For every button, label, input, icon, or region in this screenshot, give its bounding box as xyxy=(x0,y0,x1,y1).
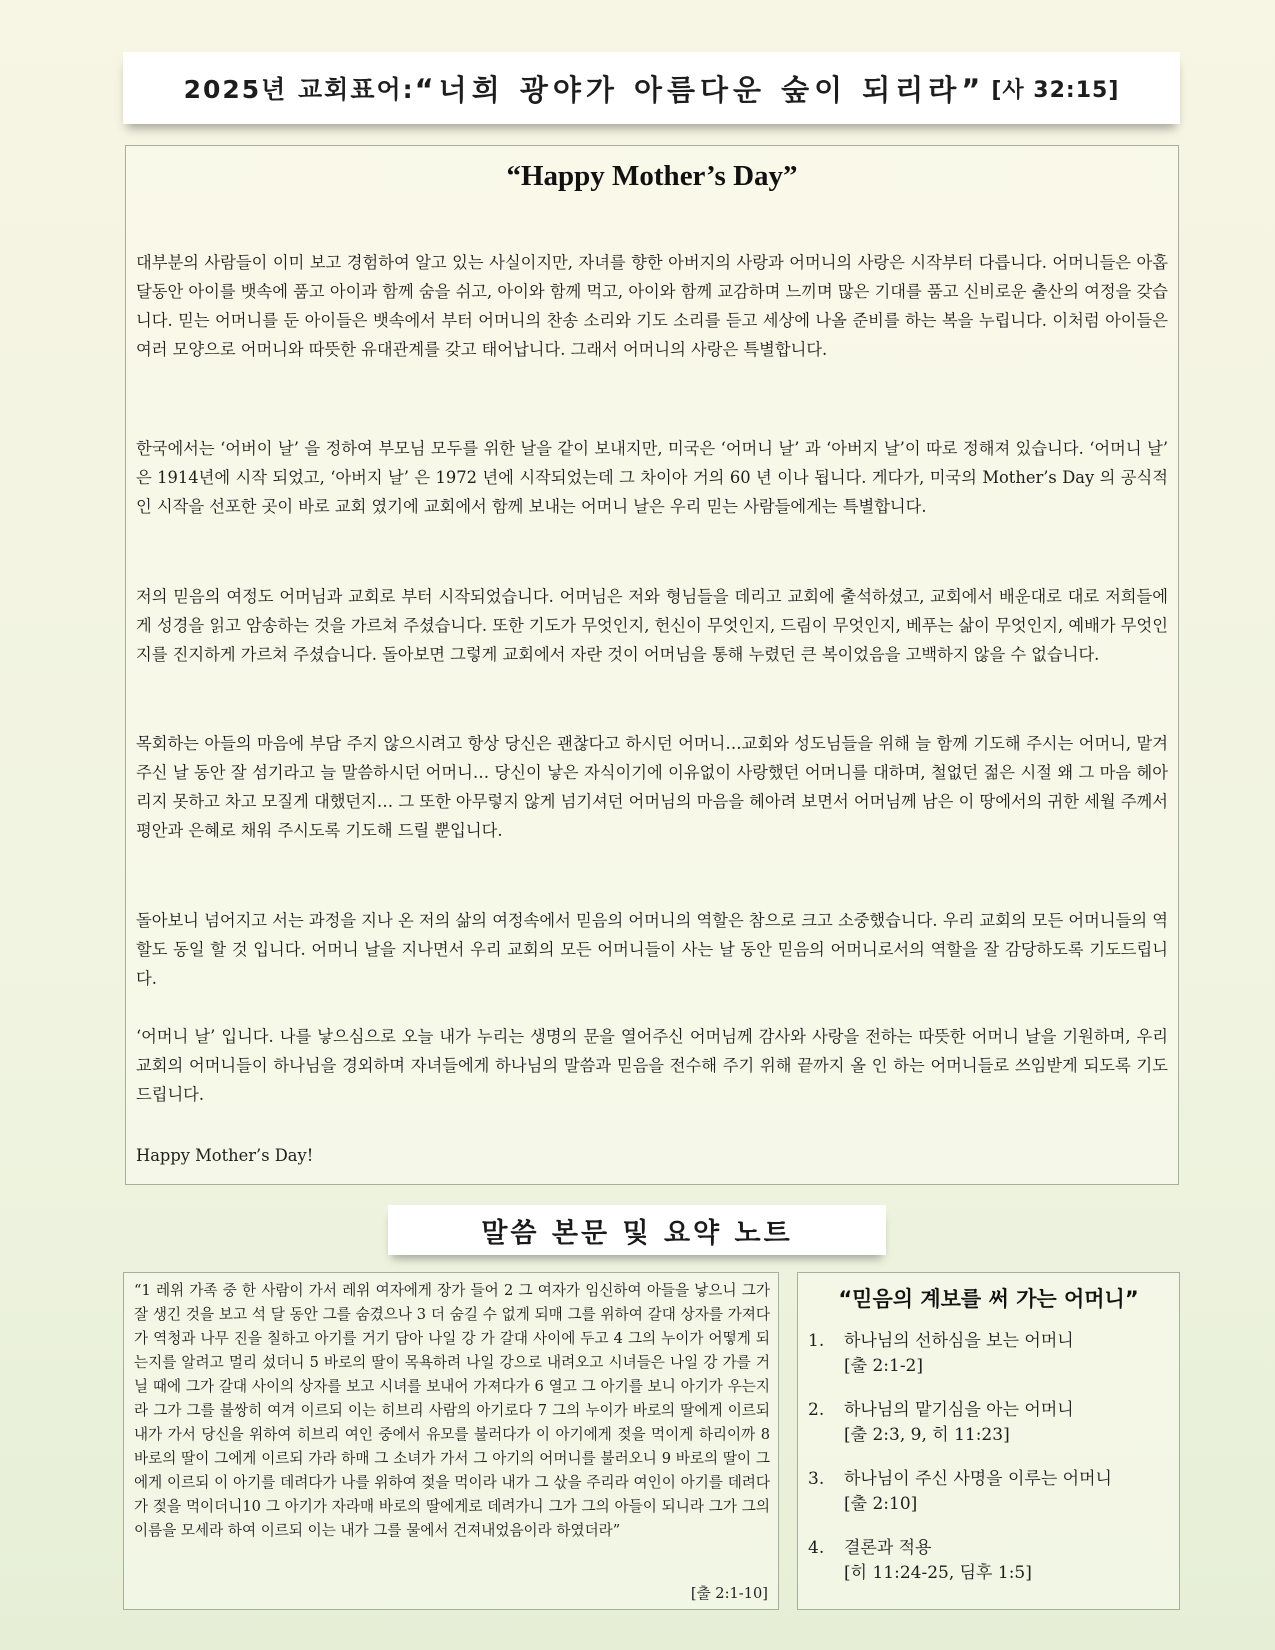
outline-number: 1. xyxy=(808,1331,825,1351)
outline-reference: [출 2:10] xyxy=(844,1494,918,1514)
outline-text: 하나님이 주신 사명을 이루는 어머니 xyxy=(844,1469,1112,1489)
outline-item xyxy=(808,1398,1168,1467)
outline-reference: [출 2:3, 9, 히 11:23] xyxy=(844,1425,1010,1445)
church-motto-banner xyxy=(123,52,1180,124)
outline-text: 하나님의 맡기심을 아는 어머니 xyxy=(844,1400,1074,1420)
article-paragraph: ‘어머니 날’ 입니다. 나를 낳으심으로 오늘 내가 누리는 생명의 문을 열어주신 어머님께 감사와 사랑을 전하는 따뜻한 어머니 날을 기원하며, 우리 교회의 어머니들이 하나님을 경외하며 자녀들에게 하나님의 말씀과 믿음을 전수해 주기 위해 끝까지 올 인 하는 어머니들로 쓰임받게 되도록 기도 드립니다. xyxy=(136,1027,1168,1104)
sermon-title: “믿음의 계보를 써 가는 어머니” xyxy=(838,1287,1139,1311)
motto-text: “너희 광야가 아름다운 숲이 되리라” xyxy=(414,72,986,107)
article-paragraph: 저의 믿음의 여정도 어머님과 교회로 부터 시작되었습니다. 어머님은 저와 형님들을 데리고 교회에 출석하셨고, 교회에서 배운대로 대로 저희들에게 성경을 읽고 암송하는 것을 가르쳐 주셨습니다. 또한 기도가 무엇인지, 헌신이 무엇인지, 드림이 무엇인지, 베푸는 삶이 무엇인지, 예배가 무엇인지를 진지하게 가르쳐 주셨습니다. 돌아보면 그렇게 교회에서 자란 것이 어머님을 통해 누렸던 큰 복이었음을 고백하지 않을 수 없습니다. xyxy=(136,587,1168,664)
article-paragraph: 돌아보니 넘어지고 서는 과정을 지나 온 저의 삶의 여정속에서 믿음의 어머니의 역할은 참으로 크고 소중했습니다. 우리 교회의 모든 어머니들의 역할도 동일 할 것 입니다. 어머니 날을 지나면서 우리 교회의 모든 어머니들이 사는 날 동안 믿음의 어머니로서의 역할을 잘 감당하도록 기도드립니다. xyxy=(136,911,1168,988)
outline-item xyxy=(808,1536,1168,1605)
article-paragraph: 대부분의 사람들이 이미 보고 경험하여 알고 있는 사실이지만, 자녀를 향한 아버지의 사랑과 어머니의 사랑은 시작부터 다릅니다. 어머니들은 아홉달동안 아이를 뱃속에 품고 아이과 함께 숨을 쉬고, 아이와 함께 먹고, 아이와 함께 교감하며 느끼며 많은 기대를 품고 신비로운 출산의 여정을 갖습니다. 믿는 어머니를 둔 아이들은 뱃속에서 부터 어머니의 찬송 소리와 기도 소리를 듣고 세상에 나올 준비를 하는 복을 누립니다. 이처럼 아이들은 여러 모양으로 어머니와 따뜻한 유대관계를 갖고 태어납니다. 그래서 어머니의 사랑은 특별합니다. xyxy=(136,253,1168,359)
outline-text: 하나님의 선하심을 보는 어머니 xyxy=(844,1331,1074,1351)
outline-number: 4. xyxy=(808,1538,825,1558)
outline-reference: [출 2:1-2] xyxy=(844,1356,924,1376)
scripture-text: “1 레위 가족 중 한 사람이 가서 레위 여자에게 장가 들어 2 그 여자가 임신하여 아들을 낳으니 그가 잘 생긴 것을 보고 석 달 동안 그를 숨겼으나 3 더 숨길 수 없게 되매 그를 위하여 갈대 상자를 가져다가 역청과 나무 진을 칠하고 아기를 거기 담아 나일 강 가 갈대 사이에 두고 4 그의 누이가 어떻게 되는지를 알려고 멀리 섰더니 5 바로의 딸이 목욕하려 나일 강으로 내려오고 시녀들은 나일 강 가를 거닐 때에 그가 갈대 사이의 상자를 보고 시녀를 보내어 가져다가 6 열고 그 아기를 보니 아기가 우는지라 그가 그를 불쌍히 여겨 이르되 이는 히브리 사람의 아기로다 7 그의 누이가 바로의 딸에게 이르되 내가 가서 당신을 위하여 히브리 여인 중에서 유모를 불러다가 이 아기에게 젖을 먹이게 하리이까 8 바로의 딸이 그에게 이르되 가라 하매 그 소녀가 가서 그 아기의 어머니를 불러오니 9 바로의 딸이 그에게 이르되 이 아기를 데려다가 나를 위하여 젖을 먹이라 내가 그 삯을 주리라 여인이 아기를 데려다가 젖을 먹이더니10 그 아기가 자라매 바로의 딸에게로 데려가니 그가 그의 아들이 되니라 그가 그의 이름을 모세라 하여 이르되 이는 내가 그를 물에서 건져내었음이라 하였더라” xyxy=(134,1282,770,1539)
motto-year-label: 2025년 교회표어: xyxy=(183,75,415,104)
article-paragraph: 목회하는 아들의 마음에 부담 주지 않으시려고 항상 당신은 괜찮다고 하시던 어머니…교회와 성도님들을 위해 늘 함께 기도해 주시는 어머니, 맡겨주신 날 동안 잘 섬기라고 늘 말씀하시던 어머니… 당신이 낳은 자식이기에 이유없이 사랑했던 어머니를 대하며, 철없던 젊은 시절 왜 그 마음 헤아리지 못하고 차고 모질게 대했던지… 그 또한 아무렇지 않게 넘기셔던 어머님의 마음을 헤아려 보면서 어머님께 남은 이 땅에서의 귀한 세월 주께서 평안과 은혜로 채워 주시도록 기도해 드릴 뿐입니다. xyxy=(136,734,1169,840)
outline-reference: [히 11:24-25, 딤후 1:5] xyxy=(844,1563,1032,1583)
outline-number: 2. xyxy=(808,1400,825,1420)
sermon-section-header: 말씀 본문 및 요약 노트 xyxy=(388,1205,886,1255)
article-closing: Happy Mother’s Day! xyxy=(136,1146,314,1165)
sermon-outline-list xyxy=(808,1329,1168,1605)
outline-number: 3. xyxy=(808,1469,825,1489)
scripture-box xyxy=(123,1272,779,1610)
outline-text: 결론과 적용 xyxy=(844,1538,932,1558)
scripture-reference: [출 2:1-10] xyxy=(690,1585,768,1602)
outline-item xyxy=(808,1467,1168,1536)
article-title: “Happy Mother’s Day” xyxy=(506,160,798,192)
motto-reference: [사 32:15] xyxy=(991,77,1120,103)
article-paragraph: 한국에서는 ‘어버이 날’ 을 정하여 부모님 모두를 위한 날을 같이 보내지만, 미국은 ‘어머니 날’ 과 ‘아버지 날’이 따로 정해져 있습니다. ‘어머니 날’ 은 1914년에 시작 되었고, ‘아버지 날’ 은 1972 년에 시작되었는데 그 차이아 거의 60 년 이나 됩니다. 게다가, 미국의 Mother’s Day 의 공식적인 시작을 선포한 곳이 바로 교회 였기에 교회에서 함께 보내는 어머니 날은 우리 믿는 사람들에게는 특별합니다. xyxy=(136,439,1168,516)
outline-item xyxy=(808,1329,1168,1398)
article-box xyxy=(125,145,1179,1185)
sermon-outline-box xyxy=(797,1272,1180,1610)
